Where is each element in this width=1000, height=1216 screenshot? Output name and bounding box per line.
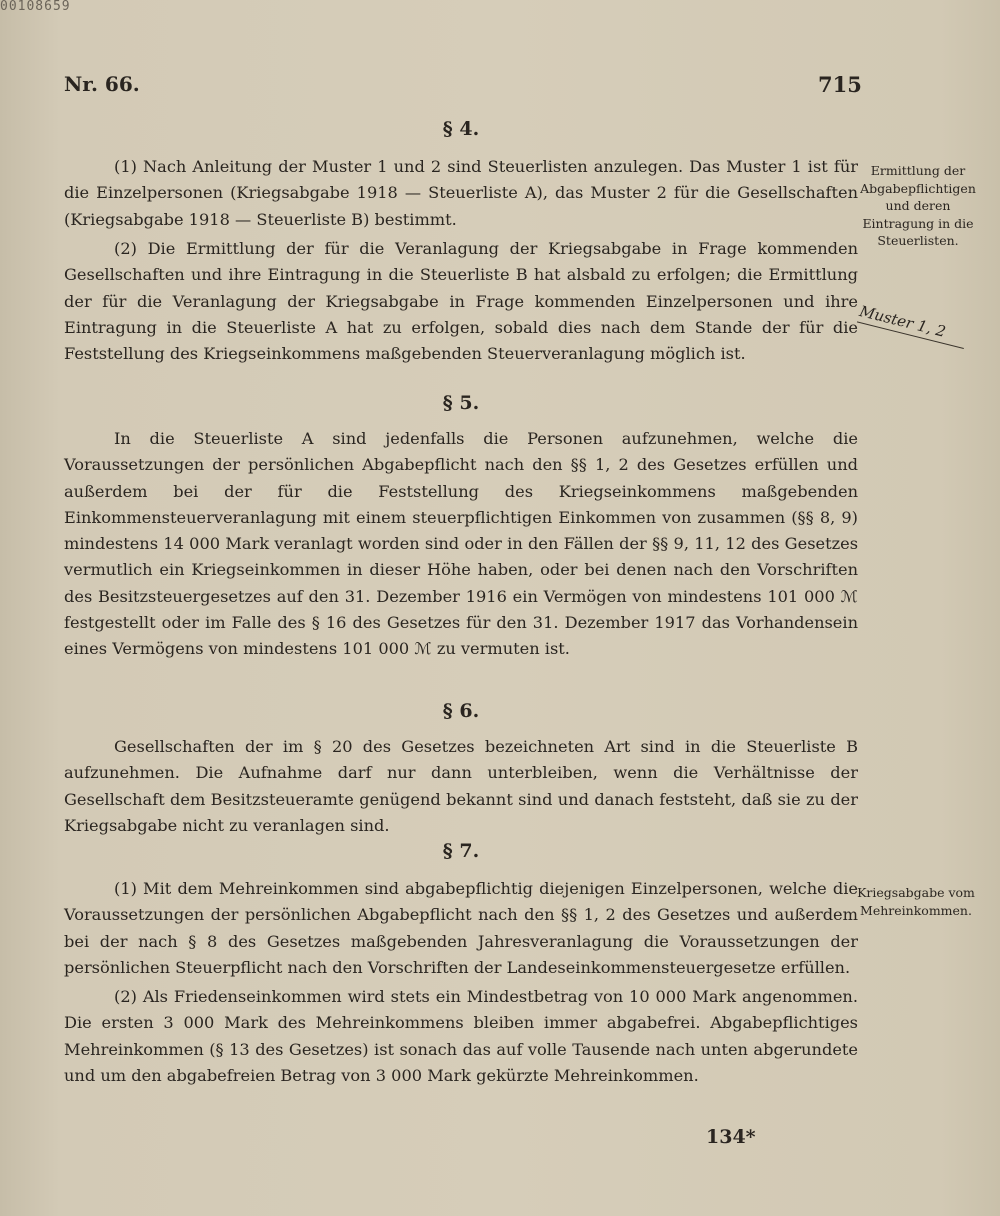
section-5-heading: § 5.	[442, 392, 480, 414]
margin-note-ermittlung: Ermittlung der Abgabepflichtigen und deren Eintragung in die Steuerlisten.	[860, 163, 976, 248]
issue-number: Nr. 66.	[64, 72, 140, 96]
section-4-paragraph-1	[64, 154, 858, 233]
section-7-paragraph-1-text: (1) Mit dem Mehreinkommen sind abgabepflichtig diejenigen Einzelpersonen, welche die Voraussetzungen der persönlichen Abgabepflicht nach den §§ 1, 2 des Gesetzes und außerdem bei der nach § 8 des Gesetzes maßgebenden Jahresveranlagung die Voraussetzungen der persönlichen Steuerpflicht nach den Vorschriften der Landeseinkommensteuergesetze erfüllen.	[64, 879, 858, 977]
section-7-paragraph-2-text: (2) Als Friedenseinkommen wird stets ein Mindestbetrag von 10 000 Mark angenommen. Die ersten 3 000 Mark des Mehreinkommens bleiben immer abgabefrei. Abgabepflichtiges Mehreinkommen (§ 13 des Gesetzes) ist sonach das auf volle Tausende nach unten abgerundete und um den abgabefreien Betrag von 3 000 Mark gekürzte Mehreinkommen.	[64, 987, 858, 1085]
margin-note-kriegsabgabe: Kriegsabgabe vom Mehreinkommen.	[857, 885, 975, 918]
section-7-paragraph-2	[64, 984, 858, 1089]
section-6-paragraph-1	[64, 734, 858, 839]
section-5-paragraph-1	[64, 426, 858, 663]
section-7-heading: § 7.	[442, 840, 480, 862]
section-6-heading: § 6.	[442, 700, 480, 722]
section-4-paragraph-2	[64, 236, 858, 367]
section-6-paragraph-1-text: Gesellschaften der im § 20 des Gesetzes bezeichneten Art sind in die Steuerliste B aufzunehmen. Die Aufnahme darf nur dann unterbleiben, wenn die Verhältnisse der Gesellschaft dem Besitzsteueramte genügend bekannt sind und danach feststeht, daß sie zu der Kriegsabgabe nicht zu veranlagen sind.	[64, 737, 858, 835]
section-4-paragraph-2-text: (2) Die Ermittlung der für die Veranlagung der Kriegsabgabe in Frage kommenden Gesellschaften und ihre Eintragung in die Steuerliste B hat alsbald zu erfolgen; die Ermittlung der für die Veranlagung der Kriegsabgabe in Frage kommenden Einzelpersonen und ihre Eintragung in die Steuerliste A hat zu erfolgen, sobald dies nach dem Stande der für die Feststellung des Kriegseinkommens maßgebenden Steuerveranlagung möglich ist.	[64, 239, 858, 364]
page-number: 715	[818, 72, 862, 97]
section-7-paragraph-1	[64, 876, 858, 981]
handwritten-annotation: Muster 1, 2	[857, 302, 969, 349]
scan-reference-mark: 00108659	[0, 0, 71, 14]
section-4-heading: § 4.	[442, 118, 480, 140]
printer-signature-mark: 134*	[706, 1126, 756, 1148]
section-4-paragraph-1-text: (1) Nach Anleitung der Muster 1 und 2 sind Steuerlisten anzulegen. Das Muster 1 ist für die Einzelpersonen (Kriegsabgabe 1918 — Steuerliste A), das Muster 2 für die Gesellschaften (Kriegsabgabe 1918 — Steuerliste B) bestimmt.	[64, 157, 858, 229]
section-5-paragraph-1-text: In die Steuerliste A sind jedenfalls die Personen aufzunehmen, welche die Voraussetzungen der persönlichen Abgabepflicht nach den §§ 1, 2 des Gesetzes erfüllen und außerdem bei der für die Feststellung des Kriegseinkommens maßgebenden Einkommensteuerveranlagung mit einem steuerpflichtigen Einkommen von zusammen (§§ 8, 9) mindestens 14 000 Mark veranlagt worden sind oder in den Fällen der §§ 9, 11, 12 des Gesetzes vermutlich ein Kriegseinkommen in dieser Höhe haben, oder bei denen nach den Vorschriften des Besitzsteuergesetzes auf den 31. Dezember 1916 ein Vermögen von mindestens 101 000 ℳ festgestellt oder im Falle des § 16 des Gesetzes für den 31. Dezember 1917 das Vorhandensein eines Vermögens von mindestens 101 000 ℳ zu vermuten ist.	[64, 429, 858, 659]
